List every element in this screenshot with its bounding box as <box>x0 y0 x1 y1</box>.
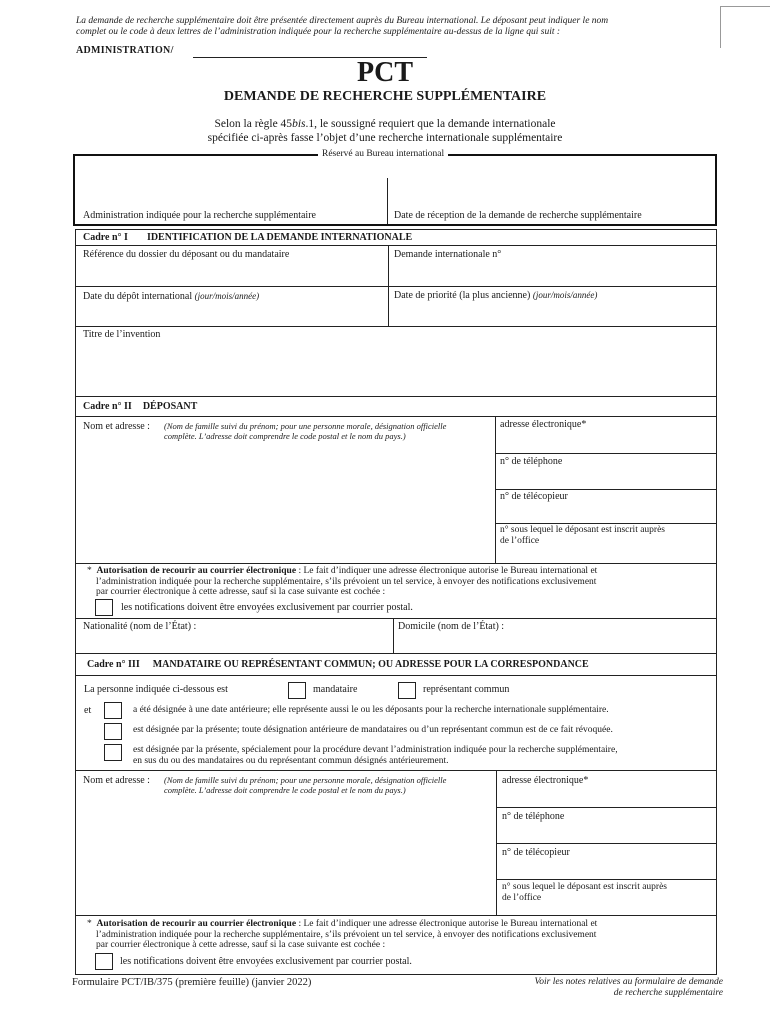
cadre3-header-rule <box>75 675 717 676</box>
agent-auth-line1: * Autorisation de recourir au courrier électronique : Le fait d’indiquer une adresse électronique autorise le Bureau international et <box>87 919 598 929</box>
cadre1-end-rule <box>75 396 717 397</box>
reserved-label: Réservé au Bureau international <box>318 148 448 160</box>
cadre1-number: Cadre n° I <box>83 232 128 243</box>
et-label: et <box>84 705 92 716</box>
reserved-divider <box>387 178 388 224</box>
cadre3-rule-phone <box>496 843 717 844</box>
cadre1-rule-1 <box>75 286 717 287</box>
filing-date-field[interactable] <box>77 303 387 325</box>
priority-date-field[interactable] <box>391 303 715 325</box>
applicant-auth-line2: l’administration indiquée pour la recherche supplémentaire, s’ils prévoient un tel service, à envoyer des notifications exclusivement <box>96 576 597 587</box>
intro-text <box>0 117 770 145</box>
agent-name-field[interactable] <box>77 798 495 914</box>
domicile-field[interactable] <box>395 634 715 652</box>
applicant-name-hint <box>164 421 446 441</box>
agent-label: mandataire <box>313 684 358 695</box>
applicant-name-field[interactable] <box>77 444 494 562</box>
cadre1-header-rule <box>75 245 717 246</box>
intro-line2: spécifiée ci-après fasse l’objet d’une recherche internationale supplémentaire <box>207 132 563 144</box>
applicant-phone-field[interactable] <box>497 469 715 488</box>
nationality-divider <box>393 618 394 653</box>
dossier-ref-label: Référence du dossier du déposant ou du mandataire <box>83 249 290 260</box>
cadre2-rule-auth <box>75 563 717 564</box>
cadre1-rule-2 <box>75 326 717 327</box>
agent-auth-line3: par courrier électronique à cette adresse, sauf si la case suivante est cochée : <box>96 940 386 950</box>
applicant-fax-field[interactable] <box>497 504 715 522</box>
applicant-auth-line3: par courrier électronique à cette adresse, sauf si la case suivante est cochée : <box>96 587 386 597</box>
top-note-line1: La demande de recherche supplémentaire doit être présentée directement auprès du Bureau international. Le déposant peut indiquer le nom <box>76 16 609 26</box>
agent-name-hint-line2: complète. L’adresse doit comprendre le code postal et le nom du pays.) <box>164 785 406 795</box>
applicant-office-label-line2: de l’office <box>500 535 540 546</box>
special-designation-label <box>133 745 618 767</box>
applicant-postal-only-label: les notifications doivent être envoyées exclusivement par courrier postal. <box>121 602 413 613</box>
special-designation-line2: en sus du ou des mandataires ou du représentant commun désignés antérieurement. <box>133 756 449 766</box>
cadre2-header <box>83 401 197 413</box>
nationality-field[interactable] <box>77 634 391 652</box>
nationality-label: Nationalité (nom de l’État) : <box>83 621 197 632</box>
agent-email-authorization <box>87 919 715 951</box>
invention-title-field[interactable] <box>77 343 715 395</box>
applicant-fax-label: n° de télécopieur <box>500 491 568 502</box>
reserved-admin-label: Administration indiquée pour la recherche supplémentaire <box>83 210 316 221</box>
notes-reference-line2: de recherche supplémentaire <box>613 988 723 998</box>
filing-date-label: Date du dépôt international (jour/mois/année) <box>83 291 260 302</box>
new-designation-checkbox[interactable] <box>104 723 122 740</box>
agent-phone-field[interactable] <box>498 824 715 842</box>
applicant-name-label: Nom et adresse : <box>83 421 150 432</box>
applicant-office-label <box>500 525 665 546</box>
applicant-email-label: adresse électronique* <box>500 419 587 430</box>
top-note <box>76 16 726 38</box>
agent-fax-label: n° de télécopieur <box>502 847 570 858</box>
cadre2-number: Cadre n° II <box>83 401 132 412</box>
form-id: Formulaire PCT/IB/375 (première feuille) (janvier 2022) <box>72 977 312 988</box>
applicant-email-field[interactable] <box>497 432 715 452</box>
agent-office-label-line2: de l’office <box>502 892 542 903</box>
pct-heading: PCT <box>357 57 413 88</box>
reserved-date-label: Date de réception de la demande de recherche supplémentaire <box>394 210 642 221</box>
notes-reference <box>440 977 723 999</box>
person-role-label: La personne indiquée ci-dessous est <box>84 684 228 695</box>
cadre3-rule-name <box>75 770 717 771</box>
prior-designation-checkbox[interactable] <box>104 702 122 719</box>
applicant-phone-label: n° de téléphone <box>500 456 563 467</box>
priority-date-label: Date de priorité (la plus ancienne) (jour/mois/année) <box>394 290 598 301</box>
administration-label: ADMINISTRATION/ <box>76 45 174 56</box>
cadre2-rule-nationality <box>75 618 717 619</box>
agent-email-field[interactable] <box>498 788 715 806</box>
agent-postal-only-label: les notifications doivent être envoyées exclusivement par courrier postal. <box>120 956 412 967</box>
agent-name-label: Nom et adresse : <box>83 775 150 786</box>
agent-checkbox[interactable] <box>288 682 306 699</box>
cadre2-end-rule <box>75 653 717 654</box>
cadre2-header-rule <box>75 416 717 417</box>
notes-reference-line1: Voir les notes relatives au formulaire de demande <box>534 977 723 987</box>
cadre3-header <box>87 659 589 671</box>
top-note-line2: complet ou le code à deux lettres de l’administration indiquée pour la recherche supplémentaire au-dessus de la ligne qui suit : <box>76 27 561 37</box>
agent-office-label-line1: n° sous lequel le déposant est inscrit auprès <box>502 882 667 892</box>
invention-title-label: Titre de l’invention <box>83 329 161 340</box>
agent-office-label <box>502 882 667 903</box>
cadre1-title: IDENTIFICATION DE LA DEMANDE INTERNATIONALE <box>146 232 413 243</box>
applicant-office-field[interactable] <box>497 547 715 562</box>
new-designation-label: est désignée par la présente; toute désignation antérieure de mandataires ou d’un représentant commun est de ce fait révoquée. <box>133 725 613 735</box>
cadre3-rule-fax <box>496 879 717 880</box>
agent-name-hint-line1: (Nom de famille suivi du prénom; pour une personne morale, désignation officielle <box>164 775 447 785</box>
special-designation-checkbox[interactable] <box>104 744 122 761</box>
cadre2-title: DÉPOSANT <box>142 401 198 412</box>
intl-app-label: Demande internationale n° <box>394 249 502 260</box>
domicile-label: Domicile (nom de l’État) : <box>398 621 505 632</box>
applicant-name-hint-line2: complète. L’adresse doit comprendre le code postal et le nom du pays.) <box>164 431 406 441</box>
cadre2-rule-fax <box>495 523 717 524</box>
applicant-auth-line1: * Autorisation de recourir au courrier électronique : Le fait d’indiquer une adresse électronique autorise le Bureau international et <box>87 566 598 576</box>
dossier-ref-field[interactable] <box>77 262 387 285</box>
agent-phone-label: n° de téléphone <box>502 811 565 822</box>
agent-office-field[interactable] <box>498 904 715 914</box>
cadre1-header <box>83 232 412 244</box>
common-representative-checkbox[interactable] <box>398 682 416 699</box>
intro-line1: Selon la règle 45bis.1, le soussigné requiert que la demande internationale <box>214 118 556 130</box>
special-designation-line1: est désignée par la présente, spécialement pour la procédure devant l’administration indiquée pour la recherche supplémentaire, <box>133 745 618 755</box>
agent-postal-only-checkbox[interactable] <box>95 953 113 970</box>
applicant-email-authorization <box>87 566 715 598</box>
applicant-postal-only-checkbox[interactable] <box>95 599 113 616</box>
cadre3-title: MANDATAIRE OU REPRÉSENTANT COMMUN; OU ADRESSE POUR LA CORRESPONDANCE <box>152 659 589 670</box>
cadre3-rule-email <box>496 807 717 808</box>
form-title: DEMANDE DE RECHERCHE SUPPLÉMENTAIRE <box>223 89 547 104</box>
agent-fax-field[interactable] <box>498 860 715 878</box>
cadre3-rule-auth <box>75 915 717 916</box>
agent-email-label: adresse électronique* <box>502 775 589 786</box>
cadre2-rule-phone <box>495 489 717 490</box>
applicant-name-hint-line1: (Nom de famille suivi du prénom; pour une personne morale, désignation officielle <box>164 421 447 431</box>
applicant-office-label-line1: n° sous lequel le déposant est inscrit auprès <box>500 525 665 535</box>
agent-name-hint <box>164 775 446 795</box>
cadre3-number: Cadre n° III <box>87 659 140 670</box>
page-corner-tab <box>720 6 770 48</box>
intl-app-field[interactable] <box>391 262 715 285</box>
cadre2-rule-email <box>495 453 717 454</box>
agent-auth-line2: l’administration indiquée pour la recherche supplémentaire, s’ils prévoient un tel service, à envoyer des notifications exclusivement <box>96 929 597 940</box>
prior-designation-label: a été désignée à une date antérieure; elle représente aussi le ou les déposants pour la recherche internationale supplémentaire. <box>133 705 609 715</box>
common-representative-label: représentant commun <box>423 684 510 695</box>
